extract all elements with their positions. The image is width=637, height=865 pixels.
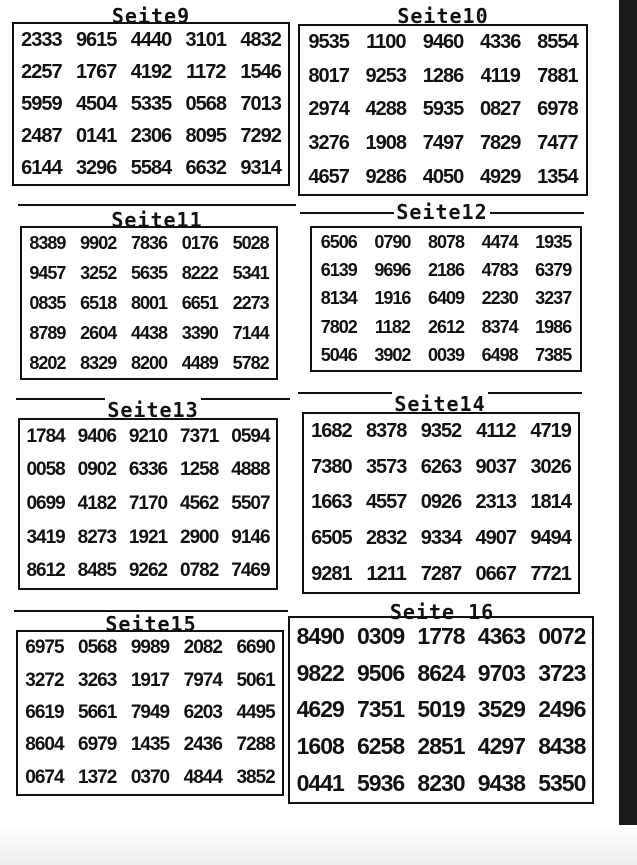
number-grid [18, 632, 282, 794]
number-cell: 9902 [80, 232, 117, 253]
number-cell: 0827 [479, 98, 521, 121]
number-cell: 7974 [183, 669, 222, 691]
number-cell: 3529 [477, 696, 525, 723]
number-cell: 8389 [29, 232, 66, 253]
scan-bottom [0, 825, 637, 865]
page-title: Seite9 [111, 4, 191, 28]
number-cell: 2273 [232, 292, 269, 313]
page-title: Seite14 [394, 392, 486, 416]
number-cell: 4844 [183, 766, 222, 788]
number-cell: 8095 [185, 124, 227, 147]
number-cell: 4657 [308, 165, 349, 188]
page-title: Seite10 [397, 4, 489, 28]
page-card-seite11 [18, 204, 296, 380]
number-cell: 7829 [479, 132, 521, 155]
number-cell: 7351 [357, 696, 405, 723]
page-card-seite16 [288, 600, 596, 804]
number-cell: 6518 [80, 292, 117, 313]
number-cell: 3852 [236, 766, 275, 788]
number-box [302, 412, 580, 594]
number-cell: 1435 [130, 734, 170, 756]
number-cell: 0568 [185, 92, 227, 115]
number-cell: 0699 [26, 492, 65, 514]
number-cell: 6258 [357, 733, 405, 760]
number-cell: 8624 [417, 659, 465, 686]
number-cell: 4288 [365, 98, 407, 121]
number-cell: 7881 [537, 64, 578, 87]
number-cell: 4474 [481, 231, 518, 252]
number-cell: 9460 [422, 31, 464, 54]
page-card-seite14 [298, 392, 582, 594]
number-cell: 1908 [365, 132, 407, 155]
number-cell: 8202 [29, 352, 66, 373]
number-cell: 1917 [130, 669, 170, 691]
number-cell: 6139 [320, 260, 357, 281]
number-cell: 7013 [240, 92, 281, 115]
number-grid [22, 228, 276, 378]
number-cell: 5935 [422, 98, 464, 121]
number-cell: 2974 [308, 98, 349, 121]
number-cell: 6263 [420, 455, 462, 478]
number-cell: 9314 [240, 156, 281, 179]
number-cell: 4336 [479, 31, 521, 54]
number-cell: 1286 [422, 64, 464, 87]
number-cell: 0926 [420, 491, 462, 514]
number-cell: 9037 [475, 455, 517, 478]
number-box [16, 630, 284, 796]
number-cell: 5782 [232, 352, 269, 373]
number-box [298, 24, 588, 196]
number-cell: 9494 [530, 527, 571, 550]
top-rule [18, 204, 296, 206]
number-cell: 8789 [29, 322, 66, 343]
number-cell: 1354 [537, 165, 578, 188]
number-cell: 1778 [417, 622, 465, 649]
number-cell: 3296 [75, 156, 117, 179]
number-cell: 3237 [535, 288, 572, 309]
number-cell: 4363 [477, 622, 525, 649]
number-cell: 1211 [366, 562, 406, 585]
page-title: Seite13 [107, 398, 199, 422]
number-cell: 6619 [25, 701, 64, 723]
number-cell: 2257 [21, 60, 62, 83]
number-cell: 7497 [422, 132, 464, 155]
number-cell: 6409 [427, 288, 465, 309]
number-cell: 9438 [477, 770, 525, 797]
number-cell: 4783 [481, 260, 518, 281]
number-cell: 9253 [365, 64, 407, 87]
number-grid [304, 414, 578, 592]
number-cell: 5061 [236, 669, 275, 691]
number-cell: 8329 [80, 352, 117, 373]
number-cell: 8485 [77, 560, 116, 582]
number-cell: 2306 [130, 124, 172, 147]
number-cell: 5959 [21, 92, 62, 115]
number-cell: 9352 [420, 420, 462, 443]
number-cell: 9334 [420, 527, 462, 550]
number-cell: 6379 [535, 260, 572, 281]
page-title: Seite 16 [389, 600, 495, 624]
number-cell: 1258 [180, 459, 219, 481]
number-cell: 9281 [311, 562, 352, 585]
number-cell: 0141 [75, 124, 117, 147]
number-cell: 7949 [130, 701, 170, 723]
number-cell: 3272 [25, 669, 64, 691]
number-cell: 9615 [75, 28, 117, 51]
number-cell: 1546 [240, 60, 281, 83]
number-cell: 1100 [366, 31, 406, 54]
number-cell: 0674 [25, 766, 64, 788]
number-cell: 4562 [180, 492, 219, 514]
number-cell: 8001 [130, 292, 168, 313]
page-title: Seite15 [105, 612, 197, 636]
number-cell: 2851 [417, 733, 465, 760]
number-cell: 4050 [422, 165, 464, 188]
number-cell: 7144 [232, 322, 269, 343]
number-cell: 3419 [26, 526, 65, 548]
number-cell: 6336 [128, 459, 168, 481]
page-card-seite10 [298, 4, 588, 196]
number-cell: 2230 [481, 288, 518, 309]
number-cell: 8230 [417, 770, 465, 797]
number-cell: 8134 [320, 288, 357, 309]
number-cell: 4832 [240, 28, 281, 51]
number-grid [300, 26, 586, 194]
number-cell: 7477 [537, 132, 578, 155]
number-cell: 3902 [374, 345, 411, 366]
number-cell: 4440 [130, 28, 172, 51]
number-cell: 2900 [180, 526, 219, 548]
number-cell: 0039 [427, 345, 465, 366]
page-title: Seite12 [396, 200, 488, 224]
number-cell: 7836 [130, 232, 168, 253]
number-cell: 2604 [80, 322, 117, 343]
number-cell: 4182 [77, 492, 116, 514]
number-cell: 2496 [538, 696, 586, 723]
number-grid [14, 24, 288, 184]
number-cell: 9703 [477, 659, 525, 686]
number-cell: 8078 [427, 231, 465, 252]
number-cell: 0835 [29, 292, 66, 313]
number-grid [290, 618, 592, 802]
number-cell: 6498 [481, 345, 518, 366]
page-card-seite15 [14, 610, 288, 796]
number-cell: 8604 [25, 734, 64, 756]
number-cell: 3390 [181, 322, 218, 343]
number-cell: 4495 [236, 701, 275, 723]
page-card-seite12 [300, 200, 584, 372]
number-cell: 4119 [480, 64, 520, 87]
number-box [12, 22, 290, 186]
number-cell: 6144 [21, 156, 62, 179]
number-cell: 9286 [365, 165, 407, 188]
number-cell: 5046 [320, 345, 357, 366]
number-cell: 2832 [365, 527, 407, 550]
number-cell: 8378 [365, 420, 407, 443]
number-cell: 2082 [183, 637, 222, 659]
number-cell: 0568 [78, 637, 117, 659]
number-cell: 2436 [183, 734, 222, 756]
number-cell: 2487 [21, 124, 62, 147]
number-cell: 4929 [479, 165, 521, 188]
number-cell: 9210 [128, 425, 168, 447]
number-cell: 6979 [78, 734, 117, 756]
number-cell: 1767 [75, 60, 117, 83]
number-cell: 4192 [130, 60, 172, 83]
number-cell: 1682 [311, 420, 352, 443]
number-cell: 8200 [130, 352, 168, 373]
number-cell: 1372 [78, 766, 117, 788]
number-cell: 8222 [181, 262, 218, 283]
number-cell: 7469 [231, 560, 270, 582]
number-cell: 4297 [477, 733, 525, 760]
number-cell: 5335 [130, 92, 172, 115]
number-cell: 4629 [296, 696, 344, 723]
scan-edge [619, 0, 637, 865]
number-cell: 1608 [296, 733, 344, 760]
number-cell: 2612 [427, 316, 465, 337]
number-cell: 9506 [357, 659, 405, 686]
number-cell: 5584 [130, 156, 172, 179]
number-cell: 8273 [77, 526, 116, 548]
number-cell: 7385 [535, 345, 572, 366]
number-cell: 6505 [311, 527, 352, 550]
number-cell: 4504 [75, 92, 117, 115]
number-cell: 9406 [77, 425, 116, 447]
number-cell: 3026 [530, 455, 571, 478]
number-box [288, 616, 594, 804]
number-cell: 5635 [130, 262, 168, 283]
number-cell: 4112 [476, 420, 516, 443]
number-cell: 1916 [374, 288, 411, 309]
number-cell: 3263 [78, 669, 117, 691]
number-cell: 6690 [236, 637, 275, 659]
number-cell: 4438 [130, 322, 168, 343]
number-cell: 6632 [185, 156, 227, 179]
number-box [310, 226, 582, 372]
number-cell: 2333 [21, 28, 62, 51]
number-cell: 3276 [308, 132, 349, 155]
number-cell: 1663 [311, 491, 352, 514]
number-cell: 3252 [80, 262, 117, 283]
number-cell: 9696 [374, 260, 411, 281]
number-cell: 0058 [26, 459, 65, 481]
number-cell: 0176 [181, 232, 218, 253]
number-cell: 9535 [308, 31, 349, 54]
number-cell: 0370 [130, 766, 170, 788]
number-box [20, 226, 278, 380]
number-cell: 9822 [296, 659, 344, 686]
number-cell: 0667 [475, 562, 517, 585]
number-cell: 5028 [232, 232, 269, 253]
number-cell: 2186 [427, 260, 465, 281]
number-cell: 7371 [180, 425, 219, 447]
number-cell: 6203 [183, 701, 222, 723]
number-cell: 8017 [308, 64, 349, 87]
number-cell: 5341 [232, 262, 269, 283]
number-cell: 4888 [231, 459, 270, 481]
number-cell: 9989 [130, 637, 170, 659]
number-cell: 1172 [186, 60, 226, 83]
number-cell: 9457 [29, 262, 66, 283]
number-cell: 7288 [236, 734, 275, 756]
page-card-seite13 [16, 398, 290, 590]
number-cell: 0782 [180, 560, 219, 582]
number-cell: 9262 [128, 560, 168, 582]
number-cell: 1921 [128, 526, 168, 548]
number-cell: 1784 [26, 425, 65, 447]
number-cell: 5019 [417, 696, 465, 723]
number-cell: 3723 [538, 659, 586, 686]
number-cell: 0441 [296, 770, 344, 797]
number-cell: 8612 [26, 560, 65, 582]
number-cell: 7380 [311, 455, 352, 478]
number-cell: 6651 [181, 292, 218, 313]
number-cell: 0072 [538, 622, 586, 649]
page-title: Seite11 [111, 208, 203, 232]
number-cell: 5936 [357, 770, 405, 797]
number-cell: 7170 [128, 492, 168, 514]
number-box [18, 418, 278, 590]
number-cell: 4557 [365, 491, 407, 514]
number-cell: 3573 [365, 455, 407, 478]
number-cell: 7802 [320, 316, 357, 337]
number-cell: 1935 [535, 231, 572, 252]
number-cell: 4907 [475, 527, 517, 550]
number-cell: 5507 [231, 492, 270, 514]
number-grid [20, 420, 276, 588]
number-cell: 5661 [78, 701, 117, 723]
number-cell: 1986 [535, 316, 572, 337]
number-cell: 4719 [530, 420, 571, 443]
number-cell: 7287 [420, 562, 462, 585]
number-cell: 1182 [374, 316, 410, 337]
number-cell: 9146 [231, 526, 270, 548]
number-cell: 8554 [537, 31, 578, 54]
number-cell: 4489 [181, 352, 218, 373]
number-cell: 6978 [537, 98, 578, 121]
number-cell: 6506 [320, 231, 357, 252]
number-cell: 7721 [530, 562, 571, 585]
number-cell: 0790 [374, 231, 411, 252]
number-grid [312, 228, 580, 370]
number-cell: 8490 [296, 622, 344, 649]
number-cell: 8438 [538, 733, 586, 760]
number-cell: 8374 [481, 316, 518, 337]
number-cell: 3101 [185, 28, 227, 51]
number-cell: 7292 [240, 124, 281, 147]
page-card-seite9 [12, 4, 290, 186]
number-cell: 0309 [357, 622, 405, 649]
number-cell: 6975 [25, 637, 64, 659]
number-cell: 5350 [538, 770, 586, 797]
number-cell: 0594 [231, 425, 270, 447]
number-cell: 0902 [77, 459, 116, 481]
number-cell: 2313 [475, 491, 517, 514]
number-cell: 1814 [530, 491, 571, 514]
